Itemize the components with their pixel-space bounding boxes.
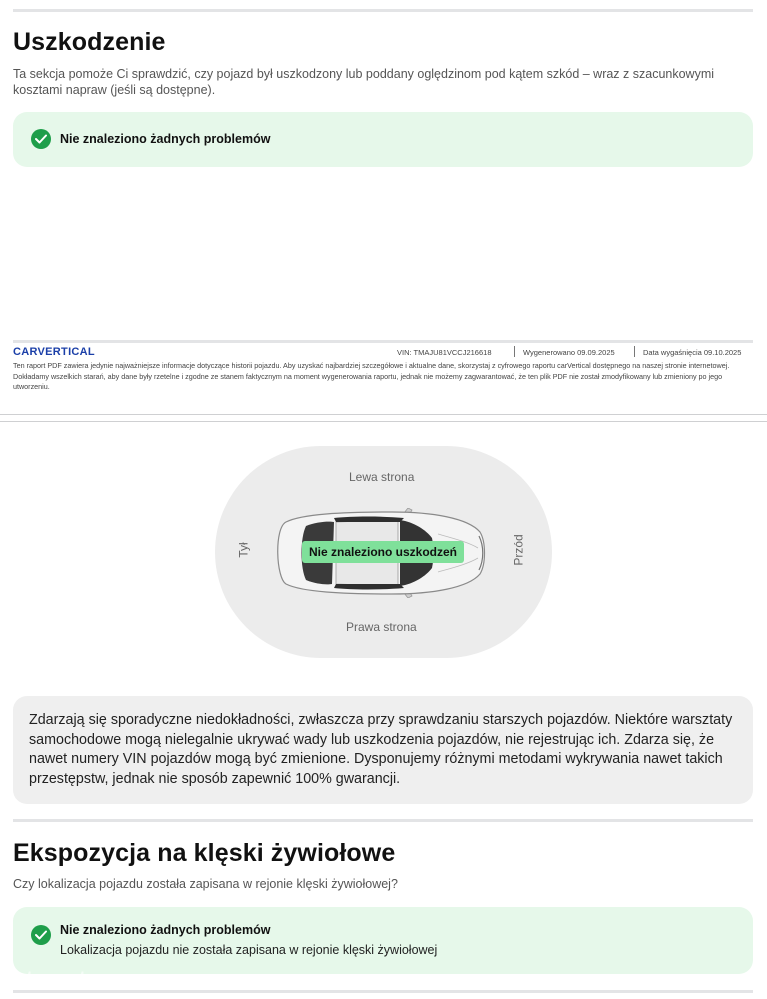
label-front: Przód xyxy=(511,534,526,566)
footer-separator xyxy=(634,346,635,357)
otomoto-watermark: otomoto xyxy=(13,968,100,990)
accuracy-note: Zdarzają się sporadyczne niedokładności, zwłaszcza przy sprawdzaniu starszych pojazdów. Niektóre warsztaty samochodowe mogą nielegalnie ukrywać wady lub uszkodzenia pojazdów, nie rejestrując ich. Zdarza się, że nawet numery VIN pojazdów mogą być zmienione. Dysponujemy różnymi metodami wykrywania nawet takich przestępstw, jednak nie sposób zapewnić 100% gwarancji. xyxy=(13,696,753,804)
disaster-status-box xyxy=(13,907,753,974)
top-rule xyxy=(13,9,753,12)
disaster-description: Czy lokalizacja pojazdu została zapisana w rejonie klęski żywiołowej? xyxy=(13,877,398,891)
bottom-rule xyxy=(13,990,753,993)
page-divider xyxy=(0,414,767,415)
damage-status-box xyxy=(13,112,753,167)
disaster-title: Ekspozycja na klęski żywiołowe xyxy=(13,839,396,867)
check-circle-icon xyxy=(31,129,51,149)
label-right-side: Prawa strona xyxy=(346,620,417,634)
label-left-side: Lewa strona xyxy=(349,470,415,484)
footer-separator xyxy=(514,346,515,357)
carvertical-logo: CARVERTICAL xyxy=(13,346,95,358)
disaster-status-title: Nie znaleziono żadnych problemów xyxy=(60,923,271,937)
footer-disclaimer: Ten raport PDF zawiera jedynie najważniejsze informacje dotyczące historii pojazdu. Aby uzyskać najbardziej szczegółowe i aktualne dane, skorzystaj z cyfrowego raportu carVertical dostępnego na naszej stronie internetowej. Dokładamy wszelkich starań, aby dane były rzetelne i zgodne ze stanem faktycznym na moment wygenerowania raportu, jednak nie możemy zagwarantować, że ten plik PDF nie został zmodyfikowany lub zmieniony po jego utworzeniu. xyxy=(13,361,730,391)
damage-status-title: Nie znaleziono żadnych problemów xyxy=(60,132,271,146)
disaster-status-subtitle: Lokalizacja pojazdu nie została zapisana w rejonie klęski żywiołowej xyxy=(60,943,438,957)
damage-title: Uszkodzenie xyxy=(13,28,166,56)
damage-description: Ta sekcja pomoże Ci sprawdzić, czy pojazd był uszkodzony lub poddany oględzinom pod kątem szkód – wraz z szacunkowymi kosztami napraw (jeśli są dostępne). xyxy=(13,67,715,97)
check-circle-icon xyxy=(31,925,51,945)
footer-expires: Data wygaśnięcia 09.10.2025 xyxy=(643,348,742,357)
footer-rule xyxy=(13,340,753,343)
no-damage-badge: Nie znaleziono uszkodzeń xyxy=(302,541,464,563)
label-rear: Tył xyxy=(236,542,251,558)
footer-vin: VIN: TMAJU81VCCJ216618 xyxy=(397,348,492,357)
section-rule xyxy=(13,819,753,822)
page-divider xyxy=(0,421,767,422)
footer-generated: Wygenerowano 09.09.2025 xyxy=(523,348,615,357)
